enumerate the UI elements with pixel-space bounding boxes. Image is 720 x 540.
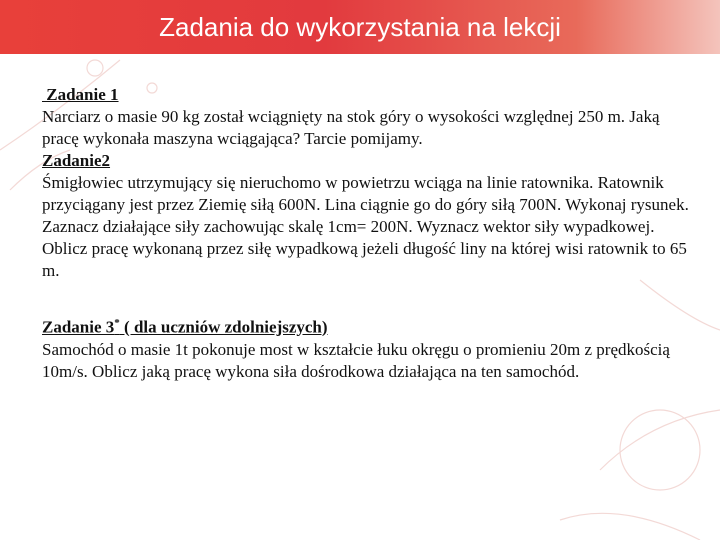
- task-3-heading: [42, 312, 692, 339]
- task-3-text: Samochód o masie 1t pokonuje most w kształcie łuku okręgu o promieniu 20m z prędkością 10m/s. Oblicz jaką pracę wykona siła dośrodkowa działająca na ten samochód.: [42, 339, 670, 381]
- task-1-text: Narciarz o masie 90 kg został wciągnięty na stok góry o wysokości względnej 250 m. Jaką pracę wykonała maszyna wciągająca? Tarcie pomijamy.: [42, 107, 660, 148]
- title-bar: [0, 0, 720, 54]
- page-title: Zadania do wykorzystania na lekcji: [159, 12, 561, 42]
- task-3-heading-main: Zadanie 3: [42, 317, 115, 337]
- task-2-text: Śmigłowiec utrzymujący się nieruchomo w powietrzu wciąga na linie ratownika. Ratownik przyciągany jest przez Ziemię siłą 600N. Lina ciągnie go do góry siłą 700N. Wykonaj rysunek. Zaznacz działające siły zachowując skalę 1cm= 200N. Wyznacz wektor siły wypadkowej. Oblicz pracę wykonaną przez siłę wypadkową jeżeli długość liny na której wisi ratownik to 65 m.: [42, 173, 689, 280]
- task-3-heading-note: ( dla uczniów zdolniejszych): [119, 317, 328, 337]
- task-3-heading-star: *: [114, 317, 120, 329]
- task-1-heading: Zadanie 1: [42, 85, 119, 104]
- task-list: [42, 84, 692, 383]
- task-2-heading: Zadanie2: [42, 151, 111, 170]
